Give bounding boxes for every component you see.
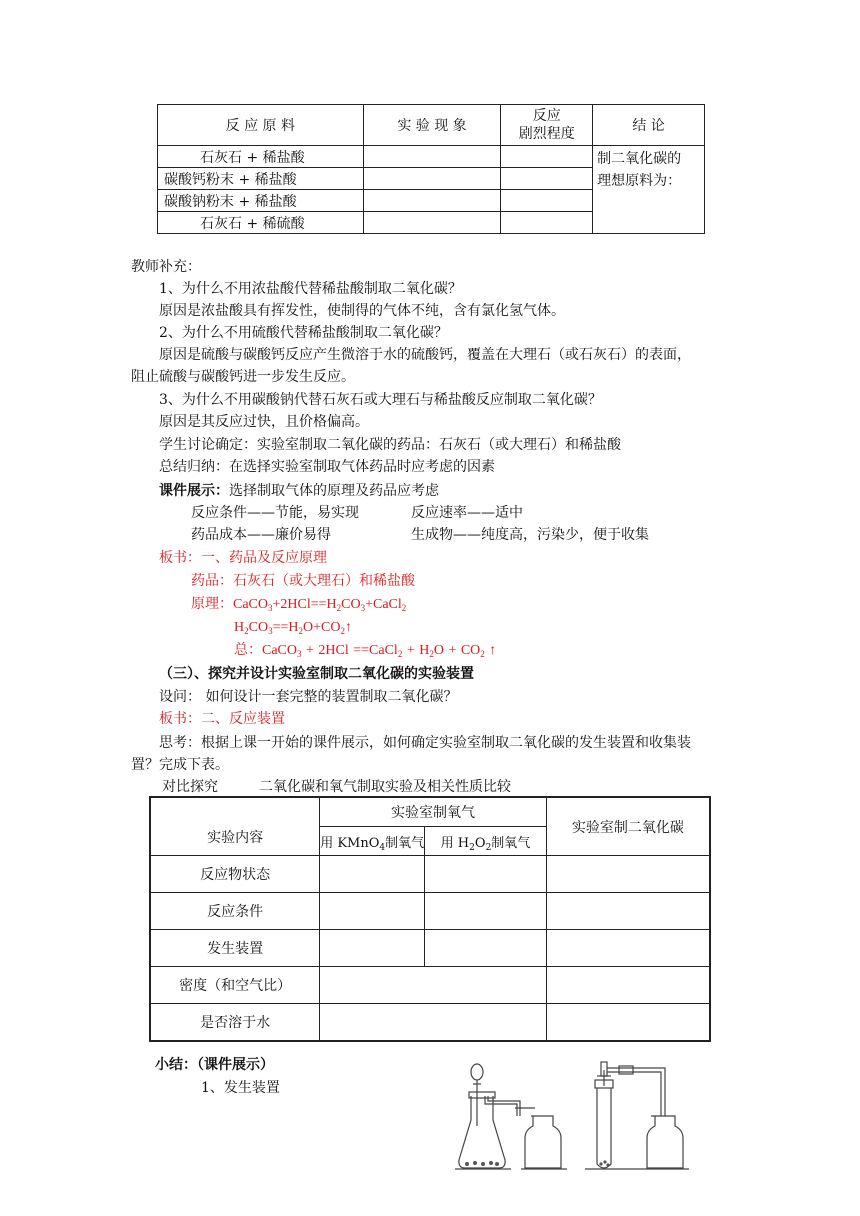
answer-2-line-2: 阻止硫酸与碳酸钙进一步发生反应。	[131, 369, 355, 385]
col-experiment-content: 实验内容	[150, 797, 320, 856]
board-note-1: 板书：一、药品及反应原理	[159, 550, 327, 566]
header-conclusion: 结 论	[593, 105, 705, 146]
factor-cost: 药品成本——廉价易得	[191, 527, 331, 543]
board-note-2: 板书：二、反应装置	[159, 711, 285, 727]
courseware-text: 选择制取气体的原理及药品应考虑	[229, 483, 439, 499]
drugs-line: 药品：石灰石（或大理石）和稀盐酸	[191, 573, 415, 589]
principle-line: 原理：$CaCO_3+2HCl==H_2CO_3+CaCl_2$	[191, 597, 407, 613]
row-reactant-state: 反应物状态	[150, 856, 320, 893]
section-3-heading: （三）、探究并设计实验室制取二氧化碳的实验装置	[159, 666, 474, 682]
comparison-table	[149, 796, 711, 1042]
reactant-row-4: 石灰石 + 稀硫酸	[158, 212, 364, 234]
header-phenomenon: 实 验 现 象	[363, 105, 501, 146]
teacher-supplement: 教师补充：	[131, 259, 201, 275]
answer-3: 原因是其反应过快，且价格偏高。	[159, 414, 369, 430]
col-lab-oxygen: 实验室制氧气	[320, 797, 547, 827]
generation-device: 1、发生装置	[201, 1080, 280, 1096]
apparatus-flask-illustration	[455, 1060, 585, 1176]
factor-product: 生成物——纯度高，污染少，便于收集	[411, 527, 649, 543]
question-2: 2、为什么不用硫酸代替稀盐酸制取二氧化碳？	[159, 325, 448, 341]
equation-2: $H_2CO_3==H_2O+CO_2↑$	[234, 620, 352, 636]
question-3: 3、为什么不用碳酸钠代替石灰石或大理石与稀盐酸反应制取二氧化碳？	[159, 392, 602, 408]
question-1: 1、为什么不用浓盐酸代替稀盐酸制取二氧化碳？	[159, 281, 462, 297]
answer-1: 原因是浓盐酸具有挥发性，使制得的气体不纯，含有氯化氢气体。	[159, 303, 565, 319]
compare-title: 二氧化碳和氧气制取实验及相关性质比较	[259, 779, 511, 795]
answer-2-line-1: 原因是硫酸与碳酸钙反应产生微溶于水的硫酸钙，覆盖在大理石（或石灰石）的表面，	[159, 347, 691, 363]
courseware-line	[159, 481, 439, 501]
summary-line: 总结归纳：在选择实验室制取气体药品时应考虑的因素	[159, 459, 495, 475]
reactant-comparison-table	[157, 104, 705, 234]
summary-courseware: 小结：（课件展示）	[155, 1057, 274, 1073]
col-lab-co2: 实验室制二氧化碳	[546, 797, 710, 856]
conclusion-cell: 制二氧化碳的 理想原料为：	[593, 146, 705, 234]
col-kmno4: 用 KMnO$_4$制氧气	[320, 827, 425, 856]
factor-condition: 反应条件——节能，易实现	[191, 505, 359, 521]
equation-total: 总：CaCO$_3$ + 2HCl ==CaCl$_2$ + $H_2O + CO_2$ ↑	[234, 643, 497, 659]
row-density: 密度（和空气比）	[150, 967, 320, 1004]
reactant-row-1: 石灰石 + 稀盐酸	[158, 146, 364, 168]
compare-label: 对比探究	[162, 779, 218, 795]
row-reaction-condition: 反应条件	[150, 893, 320, 930]
col-h2o2: 用 $H_2O_2$制氧气	[425, 827, 547, 856]
row-solubility: 是否溶于水	[150, 1004, 320, 1042]
think-line-1: 思考：根据上课一开始的课件展示，如何确定实验室制取二氧化碳的发生装置和收集装	[159, 735, 691, 751]
apparatus-test-tube-illustration	[585, 1060, 695, 1176]
header-intensity: 反应 剧烈程度	[501, 105, 593, 146]
courseware-label: 课件展示：	[159, 483, 229, 499]
reactant-row-2: 碳酸钙粉末 + 稀盐酸	[158, 168, 364, 190]
reactant-row-3: 碳酸钠粉末 + 稀盐酸	[158, 190, 364, 212]
set-question: 设问： 如何设计一套完整的装置制取二氧化碳？	[159, 689, 458, 705]
header-reactants: 反 应 原 料	[158, 105, 364, 146]
think-line-2: 置？完成下表。	[131, 757, 229, 773]
equation-1: $CaCO_3+2HCl==H_2CO_3+CaCl_2$	[233, 597, 407, 613]
student-discussion: 学生讨论确定：实验室制取二氧化碳的药品：石灰石（或大理石）和稀盐酸	[159, 437, 621, 453]
row-generator: 发生装置	[150, 930, 320, 967]
factor-rate: 反应速率——适中	[411, 505, 523, 521]
